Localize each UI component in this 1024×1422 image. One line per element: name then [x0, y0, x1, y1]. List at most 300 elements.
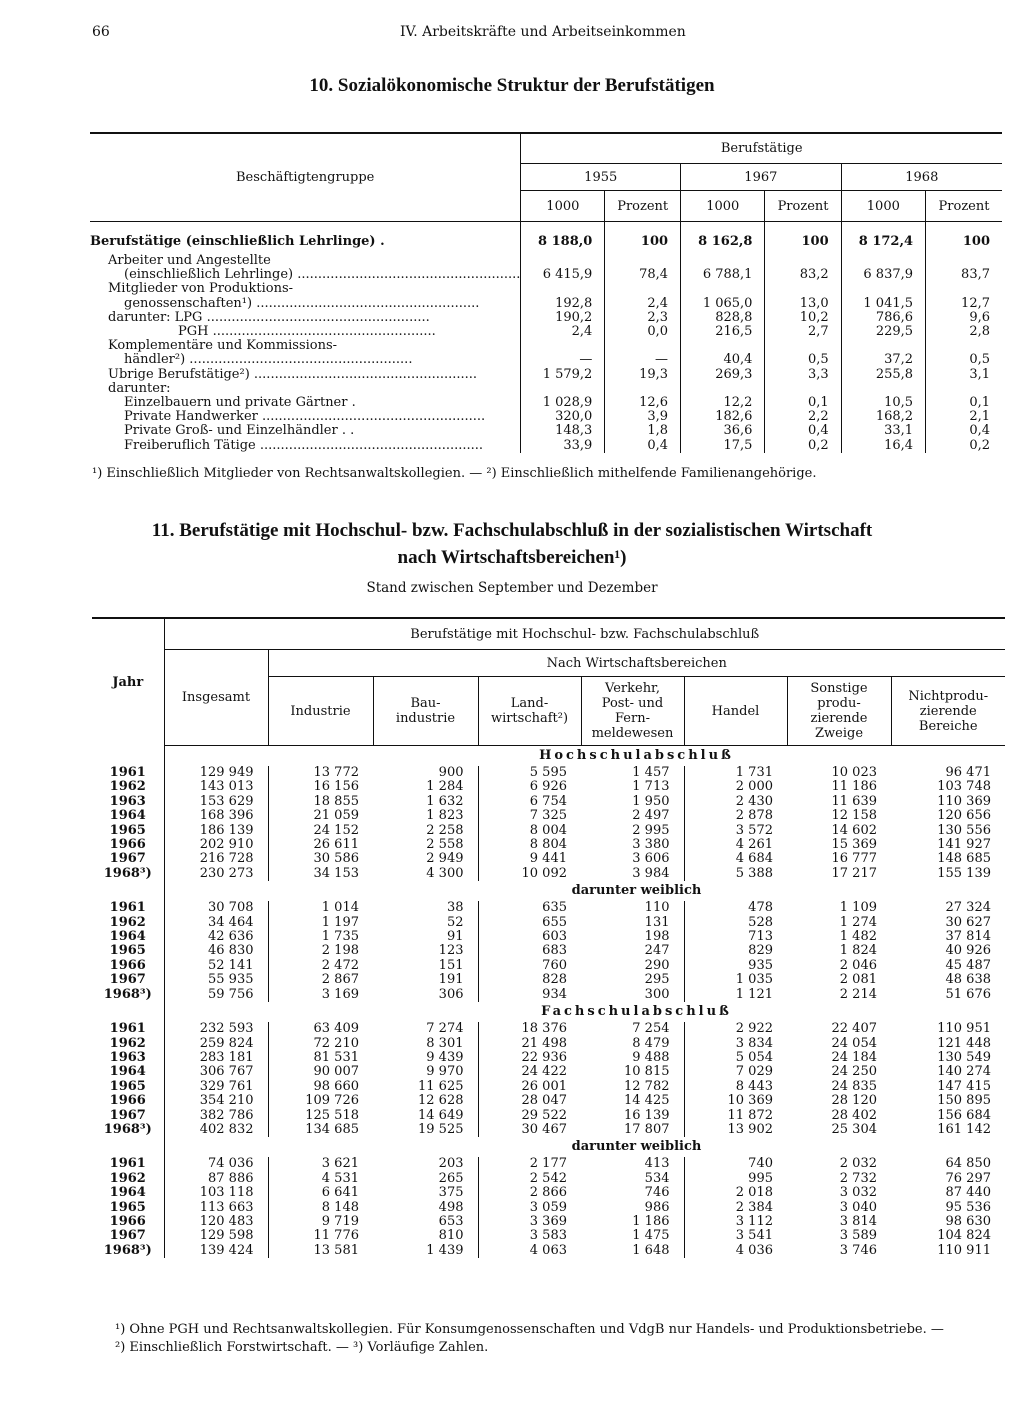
table-cell: 103 118 [164, 1186, 268, 1200]
table-cell: 190,2 [521, 311, 605, 325]
row-label-text: (einschließlich Lehrlinge) ..... [124, 268, 520, 282]
table2-title [0, 517, 1024, 571]
sector-header: Verkehr, Post- und Fern- meldewesen [581, 677, 684, 746]
unit-header: 1000 [521, 191, 605, 222]
table2-footnote: ¹) Ohne PGH und Rechtsanwaltskollegien. Für Konsumgenossenschaften und VdgB nur Handels- und Produktionsbetriebe. — [115, 1322, 944, 1337]
table-cell: 2 472 [268, 959, 373, 973]
table-cell: 36,6 [681, 424, 765, 438]
year-cell: 1966 [109, 957, 146, 973]
table-cell: 72 210 [268, 1037, 373, 1051]
table-cell: 0,2 [765, 439, 841, 453]
year-header: 1955 [521, 164, 681, 191]
table-cell: 12 782 [624, 1078, 670, 1094]
table-cell: 2,3 [605, 311, 681, 325]
table-row [92, 1172, 1005, 1186]
table-cell: 15 369 [831, 837, 877, 853]
table-cell: 13 581 [268, 1244, 373, 1258]
table-cell: 100 [926, 230, 1002, 254]
table-cell: 375 [438, 1185, 464, 1201]
header-group: Berufstätige [521, 133, 1002, 164]
table-cell: 8 148 [268, 1201, 373, 1215]
table-cell: 198 [644, 929, 670, 945]
table-cell: 1 439 [426, 1242, 464, 1258]
table-cell: 14 649 [418, 1107, 464, 1123]
table-cell: 1 632 [426, 793, 464, 809]
row-label-text: Berufstätige (einschließlich Lehrlinge) . [90, 233, 385, 249]
table-cell: 37 814 [945, 929, 991, 945]
table-cell: 155 139 [937, 865, 991, 881]
table-row [92, 852, 1005, 866]
table-cell: 96 471 [945, 765, 991, 780]
table-cell: 110 [644, 900, 670, 916]
table-cell: 131 [644, 914, 670, 930]
table-cell: 828,8 [681, 311, 765, 325]
table-cell: 113 663 [164, 1201, 268, 1215]
table-cell: 148 685 [937, 851, 991, 867]
table-row [90, 439, 1002, 453]
table-cell: 0,4 [765, 424, 841, 438]
table-cell: 1 014 [268, 901, 373, 915]
table-cell: 10 092 [478, 867, 581, 881]
table-cell: 6 415,9 [521, 268, 605, 282]
table-row [92, 930, 1005, 944]
table-cell: 3 541 [684, 1229, 787, 1243]
page-number: 66 [92, 24, 110, 40]
table-cell: 10,5 [841, 396, 925, 410]
table-row [90, 311, 1002, 325]
col-jahr: Jahr [92, 618, 164, 746]
table-cell: 1 109 [839, 900, 877, 916]
table-cell: 2 867 [268, 973, 373, 987]
section-row [92, 746, 1005, 767]
year-cell: 1967 [109, 1107, 146, 1123]
table-cell: 0,0 [605, 325, 681, 339]
table-cell: 934 [478, 988, 581, 1002]
table-cell [765, 339, 841, 353]
table-cell: 83,2 [765, 268, 841, 282]
table-cell: 300 [644, 986, 670, 1002]
table-cell: 8 172,4 [841, 230, 925, 254]
unit-header: Prozent [926, 191, 1002, 222]
table-cell: 1 648 [632, 1242, 670, 1258]
table-cell: 52 141 [164, 959, 268, 973]
table-cell: 103 748 [937, 779, 991, 795]
table-cell: 2 866 [478, 1186, 581, 1200]
table-socioeconomic-structure [90, 132, 1002, 453]
row-label-text: darunter: [108, 381, 171, 396]
table-row [90, 368, 1002, 382]
table-cell [926, 282, 1002, 296]
row-label [90, 382, 521, 396]
table-cell: 810 [438, 1228, 464, 1244]
table-row [90, 353, 1002, 367]
table-cell: 986 [644, 1199, 670, 1215]
year-cell: 1966 [109, 1093, 146, 1109]
table-cell [926, 382, 1002, 396]
table-cell: 2 430 [684, 795, 787, 809]
table-cell: 12,7 [926, 297, 1002, 311]
table-cell: 3 834 [684, 1037, 787, 1051]
table-cell: 168 396 [164, 809, 268, 823]
table-cell: 306 [438, 986, 464, 1002]
table-cell: 110 951 [937, 1021, 991, 1037]
table-cell: 655 [478, 916, 581, 930]
table-cell: 829 [684, 944, 787, 958]
table-cell: 104 824 [937, 1228, 991, 1244]
table-cell: 0,5 [926, 353, 1002, 367]
section-title: darunter weiblich [571, 1139, 702, 1155]
table-cell: 2 995 [632, 822, 670, 838]
table-cell: 25 304 [831, 1121, 877, 1137]
row-label-text: Private Groß- und Einzelhändler . . [124, 424, 355, 439]
year-cell: 1967 [109, 972, 146, 988]
table-cell: 2 922 [684, 1022, 787, 1036]
header-group: Berufstätige mit Hochschul- bzw. Fachschulabschluß [164, 618, 1005, 650]
table-cell: 100 [765, 230, 841, 254]
table-cell: 10,2 [765, 311, 841, 325]
table-cell: 4 684 [684, 852, 787, 866]
table-cell: 3 606 [632, 851, 670, 867]
table-cell: 2 732 [839, 1170, 877, 1186]
table-cell: 100 [605, 230, 681, 254]
section-row [92, 1137, 1005, 1157]
table-cell: 1 950 [632, 793, 670, 809]
table-cell: 64 850 [945, 1156, 991, 1172]
row-label [90, 297, 521, 311]
table-cell: 8 162,8 [681, 230, 765, 254]
row-label [90, 339, 521, 353]
table-cell: 141 927 [937, 837, 991, 853]
table-cell: 3 040 [839, 1199, 877, 1215]
table-cell: 3 583 [478, 1229, 581, 1243]
table-row [92, 916, 1005, 930]
section-title: Fachschulabschluß [541, 1004, 732, 1020]
table-cell: 24 250 [831, 1064, 877, 1080]
table-cell: 9 439 [426, 1049, 464, 1065]
table-cell: 1 731 [684, 766, 787, 780]
table-cell [521, 382, 605, 396]
table-cell: 83,7 [926, 268, 1002, 282]
table-row [92, 1051, 1005, 1065]
table-cell: 6 837,9 [841, 268, 925, 282]
unit-header: Prozent [605, 191, 681, 222]
table-cell: 740 [684, 1157, 787, 1171]
table-cell: 109 726 [268, 1094, 373, 1108]
sector-header: Sonstige produ- zierende Zweige [787, 677, 891, 746]
table-cell: 2 214 [839, 986, 877, 1002]
table-cell: 0,1 [926, 396, 1002, 410]
table-row [90, 268, 1002, 282]
row-label-text: PGH ..... [178, 325, 436, 339]
table-cell: 191 [438, 972, 464, 988]
table-cell: 28 120 [831, 1093, 877, 1109]
table-cell: 24 835 [831, 1078, 877, 1094]
section-row [92, 881, 1005, 901]
table-cell: 3 572 [684, 824, 787, 838]
table-cell: 121 448 [937, 1035, 991, 1051]
table-cell: 91 [446, 929, 464, 945]
section-title: Hochschulabschluß [539, 748, 734, 763]
table-cell: 78,4 [605, 268, 681, 282]
table-cell: 9 719 [268, 1215, 373, 1229]
year-header: 1967 [681, 164, 842, 191]
table-cell: 161 142 [937, 1121, 991, 1137]
table-cell [841, 282, 925, 296]
table-cell: 46 830 [164, 944, 268, 958]
row-label [90, 439, 521, 453]
table-cell: 354 210 [164, 1094, 268, 1108]
table-cell: 22 407 [831, 1021, 877, 1037]
chapter-title: IV. Arbeitskräfte und Arbeitseinkommen [400, 24, 686, 40]
table-cell: 1 482 [839, 929, 877, 945]
table-cell: 2,8 [926, 325, 1002, 339]
table-cell: 40,4 [681, 353, 765, 367]
table-cell [521, 282, 605, 296]
table-row [90, 282, 1002, 296]
table-cell: 2,4 [521, 325, 605, 339]
table-cell: 7 029 [684, 1065, 787, 1079]
row-label [90, 325, 521, 339]
year-cell: 1968³) [103, 986, 152, 1002]
table-cell: 828 [478, 973, 581, 987]
table-row [92, 1094, 1005, 1108]
table-cell: 746 [644, 1185, 670, 1201]
row-label [90, 396, 521, 410]
row-label [90, 254, 521, 268]
table-cell: 2 198 [268, 944, 373, 958]
table-cell: 603 [478, 930, 581, 944]
table-cell: 1 475 [632, 1228, 670, 1244]
table-cell: 528 [684, 916, 787, 930]
table-row [92, 780, 1005, 794]
table-cell: 30 708 [164, 901, 268, 915]
year-cell: 1961 [109, 1021, 146, 1037]
table-cell: 2 949 [426, 851, 464, 867]
table-cell: 33,9 [521, 439, 605, 453]
year-cell: 1962 [109, 1170, 146, 1186]
table-cell: 203 [438, 1156, 464, 1172]
table-cell: 130 556 [937, 822, 991, 838]
table-cell [841, 339, 925, 353]
table-cell: 59 756 [164, 988, 268, 1002]
table-cell: 283 181 [164, 1051, 268, 1065]
table-cell [681, 254, 765, 268]
table-cell: 150 895 [937, 1093, 991, 1109]
table-cell: 29 522 [478, 1109, 581, 1123]
table-cell: 87 886 [164, 1172, 268, 1186]
table-cell: 24 054 [831, 1035, 877, 1051]
table-cell: 9 488 [632, 1049, 670, 1065]
table-row [92, 1109, 1005, 1123]
table-cell: 8 443 [684, 1080, 787, 1094]
section-row [92, 1002, 1005, 1022]
table-row [92, 988, 1005, 1002]
year-cell: 1968³) [103, 1121, 152, 1137]
table-cell: 3 746 [839, 1242, 877, 1258]
table-cell: 0,5 [765, 353, 841, 367]
table-cell: 18 376 [478, 1022, 581, 1036]
row-label [90, 368, 521, 382]
table-cell: 255,8 [841, 368, 925, 382]
table-cell: 120 483 [164, 1215, 268, 1229]
table-cell: 760 [478, 959, 581, 973]
year-cell: 1961 [109, 765, 146, 780]
table-cell: 290 [644, 957, 670, 973]
table-cell: 935 [684, 959, 787, 973]
year-cell: 1966 [109, 837, 146, 853]
table-cell: 21 498 [478, 1037, 581, 1051]
table-row [92, 838, 1005, 852]
year-cell: 1961 [109, 1156, 146, 1172]
table-cell: 16 156 [268, 780, 373, 794]
table-cell: 2 542 [478, 1172, 581, 1186]
table-row [92, 1215, 1005, 1229]
table-row [92, 1123, 1005, 1137]
table-cell: 3 169 [268, 988, 373, 1002]
table-cell: 6 788,1 [681, 268, 765, 282]
year-cell: 1962 [109, 914, 146, 930]
table-cell: 2,1 [926, 410, 1002, 424]
table-row [90, 254, 1002, 268]
row-label-text: händler²) ..... [124, 353, 412, 367]
table-cell: 683 [478, 944, 581, 958]
table-cell: 12 158 [831, 808, 877, 824]
row-label-text: darunter: LPG ..... [108, 311, 430, 325]
table-cell: 11 625 [418, 1078, 464, 1094]
year-cell: 1965 [109, 822, 146, 838]
table-cell: 90 007 [268, 1065, 373, 1079]
table-cell: 182,6 [681, 410, 765, 424]
table-cell [605, 282, 681, 296]
table-cell: 139 424 [164, 1244, 268, 1258]
table-cell: — [605, 353, 681, 367]
table-cell: 129 949 [164, 766, 268, 780]
sector-header: Industrie [268, 677, 373, 746]
table2-footnote: ²) Einschließlich Forstwirtschaft. — ³) Vorläufige Zahlen. [115, 1340, 489, 1355]
table-cell: 13,0 [765, 297, 841, 311]
table-cell: 1 197 [268, 916, 373, 930]
table-row [92, 1022, 1005, 1036]
table-cell [681, 382, 765, 396]
row-label-text: Arbeiter und Angestellte [108, 254, 271, 268]
table-cell: 8 301 [426, 1035, 464, 1051]
table-cell: 120 656 [937, 808, 991, 824]
table-cell [841, 382, 925, 396]
year-cell: 1966 [109, 1213, 146, 1229]
table-cell: 9,6 [926, 311, 1002, 325]
table-cell: 2 384 [684, 1201, 787, 1215]
table-cell: 247 [644, 943, 670, 959]
table-cell: 498 [438, 1199, 464, 1215]
table-cell: 52 [446, 914, 464, 930]
row-label [90, 230, 521, 254]
year-cell: 1964 [109, 1064, 146, 1080]
table-cell: 74 036 [164, 1157, 268, 1171]
table-cell: 0,1 [765, 396, 841, 410]
table-cell: 153 629 [164, 795, 268, 809]
table-cell: 125 518 [268, 1109, 373, 1123]
table-cell: 98 630 [945, 1213, 991, 1229]
year-cell: 1963 [109, 793, 146, 809]
table-cell: 9 970 [426, 1064, 464, 1080]
table-cell: 2 497 [632, 808, 670, 824]
table-cell: 16,4 [841, 439, 925, 453]
sector-header: Land- wirtschaft²) [478, 677, 581, 746]
table-cell: 10 023 [831, 765, 877, 780]
table-cell: 151 [438, 957, 464, 973]
year-cell: 1965 [109, 943, 146, 959]
table-row [92, 959, 1005, 973]
table-cell: 13 772 [268, 766, 373, 780]
table-cell: 900 [438, 765, 464, 780]
table-cell: 3,3 [765, 368, 841, 382]
table-cell: 2 018 [684, 1186, 787, 1200]
year-cell: 1964 [109, 808, 146, 824]
table-cell: 1 028,9 [521, 396, 605, 410]
table-cell: 306 767 [164, 1065, 268, 1079]
table-cell [926, 254, 1002, 268]
table-cell: 1 186 [632, 1213, 670, 1229]
table-cell: 76 297 [945, 1170, 991, 1186]
table-cell: 33,1 [841, 424, 925, 438]
table-cell: 123 [438, 943, 464, 959]
table-cell: 3 112 [684, 1215, 787, 1229]
table-cell: 27 324 [945, 900, 991, 916]
table-cell [605, 382, 681, 396]
year-cell: 1968³) [103, 865, 152, 881]
table-cell: 0,4 [926, 424, 1002, 438]
table-cell: 143 013 [164, 780, 268, 794]
table-cell: 1 121 [684, 988, 787, 1002]
table-cell: 2,2 [765, 410, 841, 424]
table-cell: 38 [446, 900, 464, 916]
table-cell: 635 [478, 901, 581, 915]
table-cell: 329 761 [164, 1080, 268, 1094]
table-row [90, 410, 1002, 424]
table-cell: 995 [684, 1172, 787, 1186]
table-cell: 28 402 [831, 1107, 877, 1123]
table-cell: 26 611 [268, 838, 373, 852]
table-cell: 5 054 [684, 1051, 787, 1065]
table-cell: 16 777 [831, 851, 877, 867]
table-cell: 4 531 [268, 1172, 373, 1186]
year-header: 1968 [841, 164, 1002, 191]
table-cell: 18 855 [268, 795, 373, 809]
table-cell: 8 479 [632, 1035, 670, 1051]
table2-title-line: nach Wirtschaftsbereichen¹) [397, 547, 627, 568]
table-cell: 168,2 [841, 410, 925, 424]
table-cell: 134 685 [268, 1123, 373, 1137]
table-cell [681, 339, 765, 353]
table-cell [765, 282, 841, 296]
table-cell: 13 902 [684, 1123, 787, 1137]
table-row [92, 824, 1005, 838]
table-cell: 534 [644, 1170, 670, 1186]
table-cell [521, 339, 605, 353]
table-cell: 3,1 [926, 368, 1002, 382]
table-cell: 0,4 [605, 439, 681, 453]
table-cell: 30 467 [478, 1123, 581, 1137]
year-cell: 1968³) [103, 1242, 152, 1258]
table-cell: 2 177 [478, 1157, 581, 1171]
table-cell: 45 487 [945, 957, 991, 973]
sub-group: Nach Wirtschaftsbereichen [268, 650, 1005, 677]
table-row [90, 382, 1002, 396]
table-cell: 17 807 [624, 1121, 670, 1137]
table-cell: 1 041,5 [841, 297, 925, 311]
unit-header: 1000 [841, 191, 925, 222]
table-cell [765, 382, 841, 396]
